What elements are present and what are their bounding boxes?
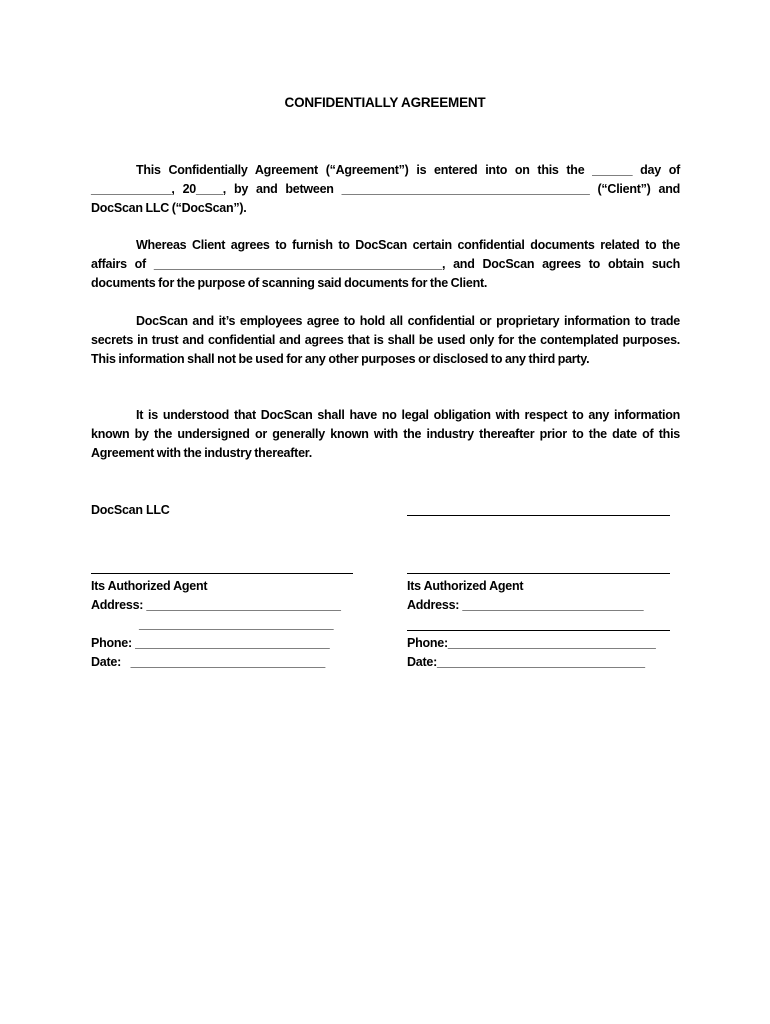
right-address-line: Address: ___________________________ [407, 598, 644, 612]
right-date-line: Date:_______________________________ [407, 655, 645, 669]
paragraph-text: DocScan and it’s employees agree to hold all confidential or proprietary information to trade secrets in trust and confidential and agrees that is shall be used only for the contemplated purposes. This information shall not be used for any other purposes or disclosed to any third party. [91, 314, 680, 366]
paragraph-employees-agree [91, 312, 680, 369]
left-address-line: Address: _____________________________ [91, 598, 341, 612]
right-signature-line [407, 573, 670, 574]
paragraph-text: It is understood that DocScan shall have no legal obligation with respect to any information known by the undersigned or generally known with the industry thereafter prior to the date of this Agreement with the industry thereafter. [91, 408, 680, 460]
right-company-signature-line [407, 515, 670, 516]
paragraph-agreement-intro [91, 161, 680, 218]
left-date-line: Date: _____________________________ [91, 655, 326, 669]
paragraph-text: This Confidentially Agreement (“Agreement”) is entered into on this the ______ day of ____________, 20____, by and between _____________________________________ (“Client”) and DocScan LLC (“DocScan”). [91, 163, 680, 215]
left-agent-label: Its Authorized Agent [91, 579, 208, 593]
left-company-name: DocScan LLC [91, 503, 170, 517]
paragraph-whereas [91, 236, 680, 293]
document-title: CONFIDENTIALLY AGREEMENT [284, 95, 486, 110]
left-address-line-2: _____________________________ [139, 617, 334, 631]
right-address-line-2 [407, 630, 670, 631]
left-signature-line [91, 573, 353, 574]
right-phone-line: Phone:_______________________________ [407, 636, 656, 650]
right-agent-label: Its Authorized Agent [407, 579, 524, 593]
left-phone-line: Phone: _____________________________ [91, 636, 330, 650]
paragraph-legal-obligation [91, 406, 680, 463]
paragraph-text: Whereas Client agrees to furnish to DocScan certain confidential documents related to the affairs of ___________________________________________, and DocScan agrees to obtain such documents for the purpose of scanning said documents for the Client. [91, 238, 680, 290]
